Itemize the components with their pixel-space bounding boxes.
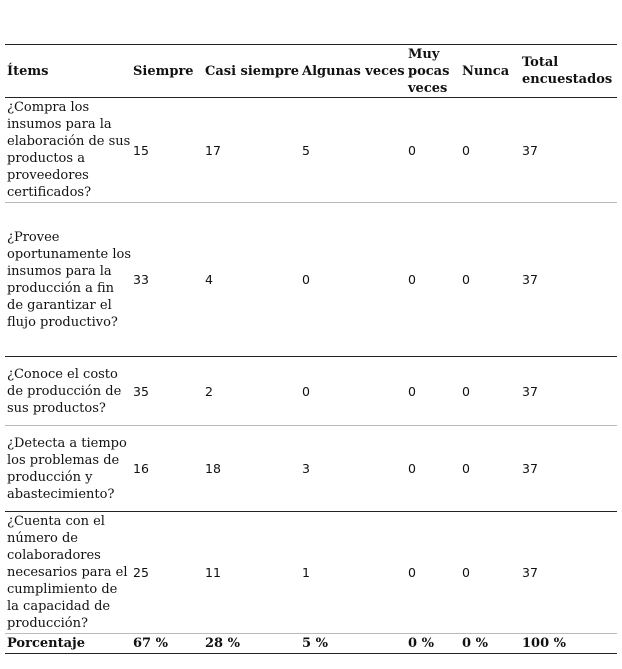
total-cell: 37 xyxy=(520,426,617,512)
siempre-cell: 35 xyxy=(131,357,203,426)
question-cell: ¿Detecta a tiempo los problemas de producción y abastecimiento? xyxy=(5,426,131,512)
question-cell: ¿Compra los insumos para la elaboración de sus productos a proveedores certificados? xyxy=(5,98,131,203)
muy-pocas-veces-cell: 0 xyxy=(406,203,460,357)
table-row xyxy=(5,426,617,512)
total-cell: 37 xyxy=(520,203,617,357)
percentage-nunca: 0 % xyxy=(460,634,520,654)
nunca-cell: 0 xyxy=(460,357,520,426)
casi-siempre-cell: 17 xyxy=(203,98,300,203)
table-row xyxy=(5,512,617,634)
survey-table xyxy=(5,44,617,654)
total-cell: 37 xyxy=(520,357,617,426)
casi-siempre-cell: 2 xyxy=(203,357,300,426)
algunas-veces-cell: 1 xyxy=(300,512,406,634)
table-row xyxy=(5,203,617,357)
header-total-encuestados: Total encuestados xyxy=(520,45,617,98)
siempre-cell: 33 xyxy=(131,203,203,357)
percentage-muy-pocas-veces: 0 % xyxy=(406,634,460,654)
casi-siempre-cell: 11 xyxy=(203,512,300,634)
casi-siempre-cell: 18 xyxy=(203,426,300,512)
muy-pocas-veces-cell: 0 xyxy=(406,426,460,512)
header-siempre: Siempre xyxy=(131,45,203,98)
percentage-label: Porcentaje xyxy=(5,634,131,654)
percentage-algunas-veces: 5 % xyxy=(300,634,406,654)
nunca-cell: 0 xyxy=(460,203,520,357)
algunas-veces-cell: 0 xyxy=(300,203,406,357)
percentage-casi-siempre: 28 % xyxy=(203,634,300,654)
header-row xyxy=(5,45,617,98)
total-cell: 37 xyxy=(520,512,617,634)
nunca-cell: 0 xyxy=(460,512,520,634)
percentage-total: 100 % xyxy=(520,634,617,654)
muy-pocas-veces-cell: 0 xyxy=(406,357,460,426)
header-algunas-veces: Algunas veces xyxy=(300,45,406,98)
table-row xyxy=(5,98,617,203)
header-muy-pocas-veces: Muy pocas veces xyxy=(406,45,460,98)
question-cell: ¿Cuenta con el número de colaboradores necesarios para el cumplimiento de la capacidad de producción? xyxy=(5,512,131,634)
algunas-veces-cell: 0 xyxy=(300,357,406,426)
siempre-cell: 25 xyxy=(131,512,203,634)
question-cell: ¿Conoce el costo de producción de sus productos? xyxy=(5,357,131,426)
algunas-veces-cell: 3 xyxy=(300,426,406,512)
header-nunca: Nunca xyxy=(460,45,520,98)
muy-pocas-veces-cell: 0 xyxy=(406,512,460,634)
nunca-cell: 0 xyxy=(460,98,520,203)
total-cell: 37 xyxy=(520,98,617,203)
table-row xyxy=(5,357,617,426)
siempre-cell: 16 xyxy=(131,426,203,512)
header-items: Ítems xyxy=(5,45,131,98)
casi-siempre-cell: 4 xyxy=(203,203,300,357)
header-casi-siempre: Casi siempre xyxy=(203,45,300,98)
percentage-siempre: 67 % xyxy=(131,634,203,654)
percentage-row xyxy=(5,634,617,654)
nunca-cell: 0 xyxy=(460,426,520,512)
siempre-cell: 15 xyxy=(131,98,203,203)
algunas-veces-cell: 5 xyxy=(300,98,406,203)
question-cell: ¿Provee oportunamente los insumos para la producción a fin de garantizar el flujo productivo? xyxy=(5,203,131,357)
muy-pocas-veces-cell: 0 xyxy=(406,98,460,203)
